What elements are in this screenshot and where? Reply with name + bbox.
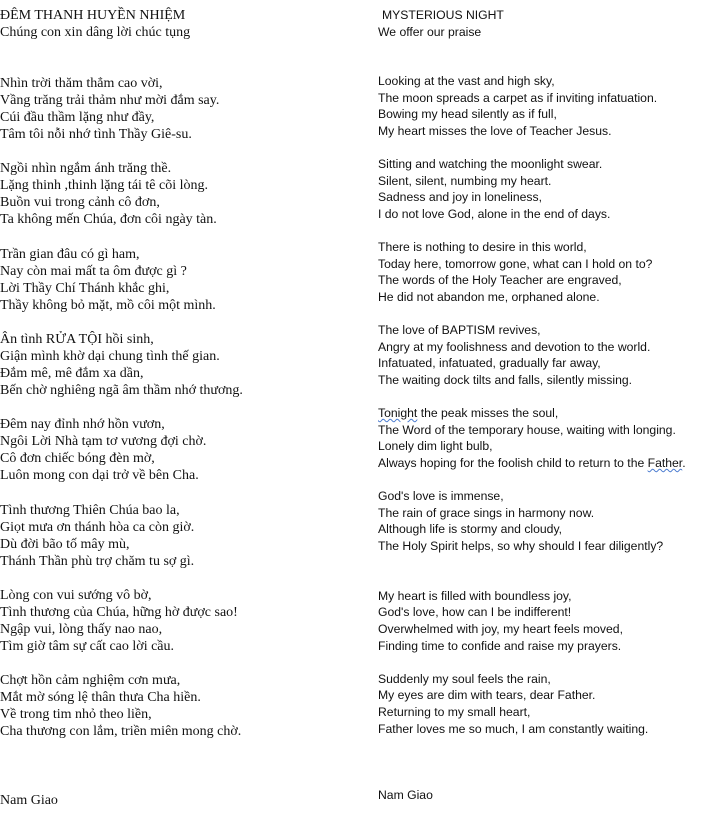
verse-line: My heart is filled with boundless joy, xyxy=(378,589,572,603)
verse-line: Always hoping for the foolish child to return to the Father. xyxy=(378,456,686,470)
verse-line: Tìm giờ tâm sự cất cao lời cầu. xyxy=(0,639,175,654)
verse-line: Angry at my foolishness and devotion to the world. xyxy=(378,340,651,354)
verse-line: God's love is immense, xyxy=(378,489,504,503)
poem-subtitle-vietnamese: Chúng con xin dâng lời chúc tụng xyxy=(0,25,191,40)
verse-line: Bến chờ nghiêng ngã âm thầm nhớ thương. xyxy=(0,383,243,398)
verse-line: Ngồi nhìn ngắm ánh trăng thề. xyxy=(0,161,172,176)
verse-line: Infatuated, infatuated, gradually far away, xyxy=(378,356,601,370)
verse-line: Tâm tôi nỗi nhớ tình Thầy Giê-su. xyxy=(0,127,192,142)
verse-line: Ta không mến Chúa, đơn côi ngày tàn. xyxy=(0,212,217,227)
verse-line: Vầng trăng trải thảm như mời đắm say. xyxy=(0,93,220,108)
verse-line: Dù đời bão tố mây mù, xyxy=(0,537,130,552)
verse-line: Tonight the peak misses the soul, xyxy=(378,406,559,420)
verse-line: Nhìn trời thăm thẳm cao vời, xyxy=(0,76,163,91)
verse-line: The Word of the temporary house, waiting with longing. xyxy=(378,423,676,437)
author-name-english: Nam Giao xyxy=(378,788,433,802)
verse-line: Tình thương của Chúa, hững hờ được sao! xyxy=(0,605,238,620)
verse-line: Overwhelmed with joy, my heart feels moved, xyxy=(378,622,623,636)
verse-line: Bowing my head silently as if full, xyxy=(378,107,557,121)
verse-line: Cúi đầu thầm lặng như đầy, xyxy=(0,110,155,125)
verse-line: The love of BAPTISM revives, xyxy=(378,323,541,337)
verse-line: Sitting and watching the moonlight swear. xyxy=(378,157,603,171)
verse-line: Đắm mê, mê đắm xa dần, xyxy=(0,366,144,381)
verse-line: Lòng con vui sướng vô bờ, xyxy=(0,588,152,603)
verse-line: Luôn mong con dại trở về bên Cha. xyxy=(0,468,199,483)
verse-line: The waiting dock tilts and falls, silently missing. xyxy=(378,373,633,387)
verse-line: The rain of grace sings in harmony now. xyxy=(378,506,595,520)
verse-line: He did not abandon me, orphaned alone. xyxy=(378,290,600,304)
poem-title-english: MYSTERIOUS NIGHT xyxy=(382,8,504,22)
verse-line: Ân tình RỬA TỘI hồi sinh, xyxy=(0,332,154,347)
spellcheck-word: Tonight xyxy=(378,406,418,420)
verse-line: Returning to my small heart, xyxy=(378,705,531,719)
verse-line: Cô đơn chiếc bóng đèn mờ, xyxy=(0,451,155,466)
verse-line: The words of the Holy Teacher are engraved, xyxy=(378,273,622,287)
poem-subtitle-english: We offer our praise xyxy=(378,25,482,39)
author-name-vietnamese: Nam Giao xyxy=(0,793,58,808)
verse-line: Trần gian đâu có gì ham, xyxy=(0,247,140,262)
verse-line: The moon spreads a carpet as if inviting infatuation. xyxy=(378,91,658,105)
verse-line: Mắt mờ sóng lệ thân thưa Cha hiền. xyxy=(0,690,201,705)
verse-line: Cha thương con lắm, triền miên mong chờ. xyxy=(0,724,242,739)
verse-line: Thánh Thần phù trợ chăm tu sợ gì. xyxy=(0,554,195,569)
verse-line: Giận mình khờ dại chung tình thế gian. xyxy=(0,349,220,364)
poem-title-vietnamese: ĐÊM THANH HUYỀN NHIỆM xyxy=(0,8,186,23)
verse-line: My heart misses the love of Teacher Jesus. xyxy=(378,124,612,138)
verse-line: Về trong tim nhỏ theo liền, xyxy=(0,707,152,722)
verse-line: Today here, tomorrow gone, what can I hold on to? xyxy=(378,257,653,271)
verse-line: Ngập vui, lòng thấy nao nao, xyxy=(0,622,163,637)
verse-line: My eyes are dim with tears, dear Father. xyxy=(378,688,596,702)
verse-line: Buồn vui trong cảnh cô đơn, xyxy=(0,195,160,210)
verse-line: I do not love God, alone in the end of days. xyxy=(378,207,611,221)
verse-line: Father loves me so much, I am constantly waiting. xyxy=(378,722,649,736)
verse-line: There is nothing to desire in this world, xyxy=(378,240,587,254)
verse-line: The Holy Spirit helps, so why should I fear diligently? xyxy=(378,539,664,553)
verse-line: Thầy không bỏ mặt, mồ côi một mình. xyxy=(0,298,216,313)
verse-line: Sadness and joy in loneliness, xyxy=(378,190,542,204)
verse-line: Đêm nay đỉnh nhớ hồn vươn, xyxy=(0,417,165,432)
verse-line: Lời Thầy Chí Thánh khắc ghi, xyxy=(0,281,170,296)
verse-line: Lặng thinh ,thinh lặng tái tê cõi lòng. xyxy=(0,178,209,193)
spellcheck-word: Father xyxy=(647,456,683,470)
verse-line: Suddenly my soul feels the rain, xyxy=(378,672,551,686)
verse-line: Lonely dim light bulb, xyxy=(378,439,493,453)
verse-line: Finding time to confide and raise my prayers. xyxy=(378,639,622,653)
verse-line: Silent, silent, numbing my heart. xyxy=(378,174,552,188)
verse-line: Chợt hồn cảm nghiệm cơn mưa, xyxy=(0,673,181,688)
verse-line: Tình thương Thiên Chúa bao la, xyxy=(0,503,180,518)
verse-line: Looking at the vast and high sky, xyxy=(378,74,555,88)
verse-line: Although life is stormy and cloudy, xyxy=(378,522,563,536)
verse-line: Giọt mưa ơn thánh hòa ca còn giờ. xyxy=(0,520,195,535)
verse-line: God's love, how can I be indifferent! xyxy=(378,605,572,619)
verse-line: Nay còn mai mất ta ôm được gì ? xyxy=(0,264,187,279)
verse-line: Ngôi Lời Nhà tạm tơ vương đợi chờ. xyxy=(0,434,207,449)
